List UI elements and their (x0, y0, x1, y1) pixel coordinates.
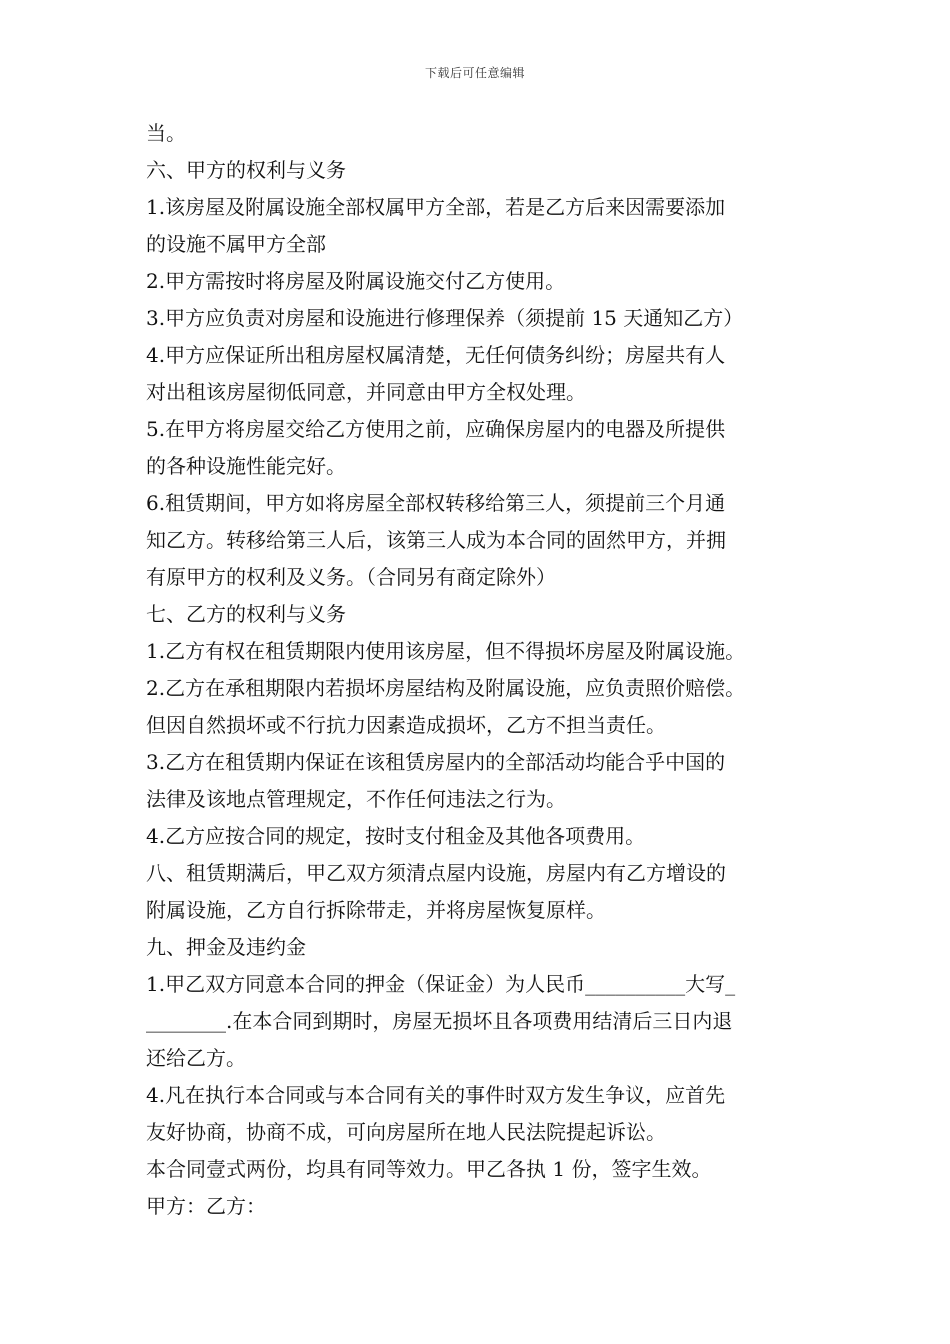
text-line: 附属设施，乙方自行拆除带走，并将房屋恢复原样。 (146, 898, 606, 922)
text-line: 有原甲方的权利及义务。（合同另有商定除外） (146, 565, 556, 589)
text-line: 2.乙方在承租期限内若损坏房屋结构及附属设施，应负责照价赔偿。 (146, 676, 746, 700)
text-line: 法律及该地点管理规定，不作任何违法之行为。 (146, 787, 566, 811)
text-line: 知乙方。转移给第三人后，该第三人成为本合同的固然甲方，并拥 (146, 528, 726, 552)
signature-line: 甲方：乙方： (146, 1194, 266, 1218)
text-line: 4.乙方应按合同的规定，按时支付租金及其他各项费用。 (146, 824, 646, 848)
text-line: 还给乙方。 (146, 1046, 246, 1070)
section-heading: 六、甲方的权利与义务 (146, 158, 346, 182)
text-line: 2.甲方需按时将房屋及附属设施交付乙方使用。 (146, 269, 566, 293)
text-line: 的设施不属甲方全部 (146, 232, 326, 256)
page-header: 下载后可任意编辑 (424, 66, 525, 80)
text-line: 5.在甲方将房屋交给乙方使用之前，应确保房屋内的电器及所提供 (146, 417, 726, 441)
text-line: 1.甲乙双方同意本合同的押金（保证金）为人民币__________大写_ (146, 972, 736, 996)
section-heading: 九、押金及违约金 (146, 935, 306, 959)
text-line: 6.租赁期间，甲方如将房屋全部权转移给第三人，须提前三个月通 (146, 491, 726, 515)
text-line: 1.该房屋及附属设施全部权属甲方全部，若是乙方后来因需要添加 (146, 195, 726, 219)
text-line: 本合同壹式两份，均具有同等效力。甲乙各执 1 份，签字生效。 (146, 1157, 712, 1181)
document-body (146, 115, 811, 1225)
text-line: 当。 (146, 121, 186, 145)
text-line: 但因自然损坏或不行抗力因素造成损坏，乙方不担当责任。 (146, 713, 666, 737)
text-line: 友好协商，协商不成，可向房屋所在地人民法院提起诉讼。 (146, 1120, 666, 1144)
text-line: ________.在本合同到期时，房屋无损坏且各项费用结清后三日内退 (146, 1009, 733, 1033)
section-heading: 八、租赁期满后，甲乙双方须清点屋内设施，房屋内有乙方增设的 (146, 861, 726, 885)
text-line: 4.凡在执行本合同或与本合同有关的事件时双方发生争议，应首先 (146, 1083, 726, 1107)
text-line: 的各种设施性能完好。 (146, 454, 346, 478)
text-line: 4.甲方应保证所出租房屋权属清楚，无任何债务纠纷；房屋共有人 (146, 343, 726, 367)
text-line: 1.乙方有权在租赁期限内使用该房屋，但不得损坏房屋及附属设施。 (146, 639, 746, 663)
text-line: 对出租该房屋彻低同意，并同意由甲方全权处理。 (146, 380, 586, 404)
section-heading: 七、乙方的权利与义务 (146, 602, 346, 626)
text-line: 3.甲方应负责对房屋和设施进行修理保养（须提前 15 天通知乙方） (146, 306, 744, 330)
text-line: 3.乙方在租赁期内保证在该租赁房屋内的全部活动均能合乎中国的 (146, 750, 726, 774)
